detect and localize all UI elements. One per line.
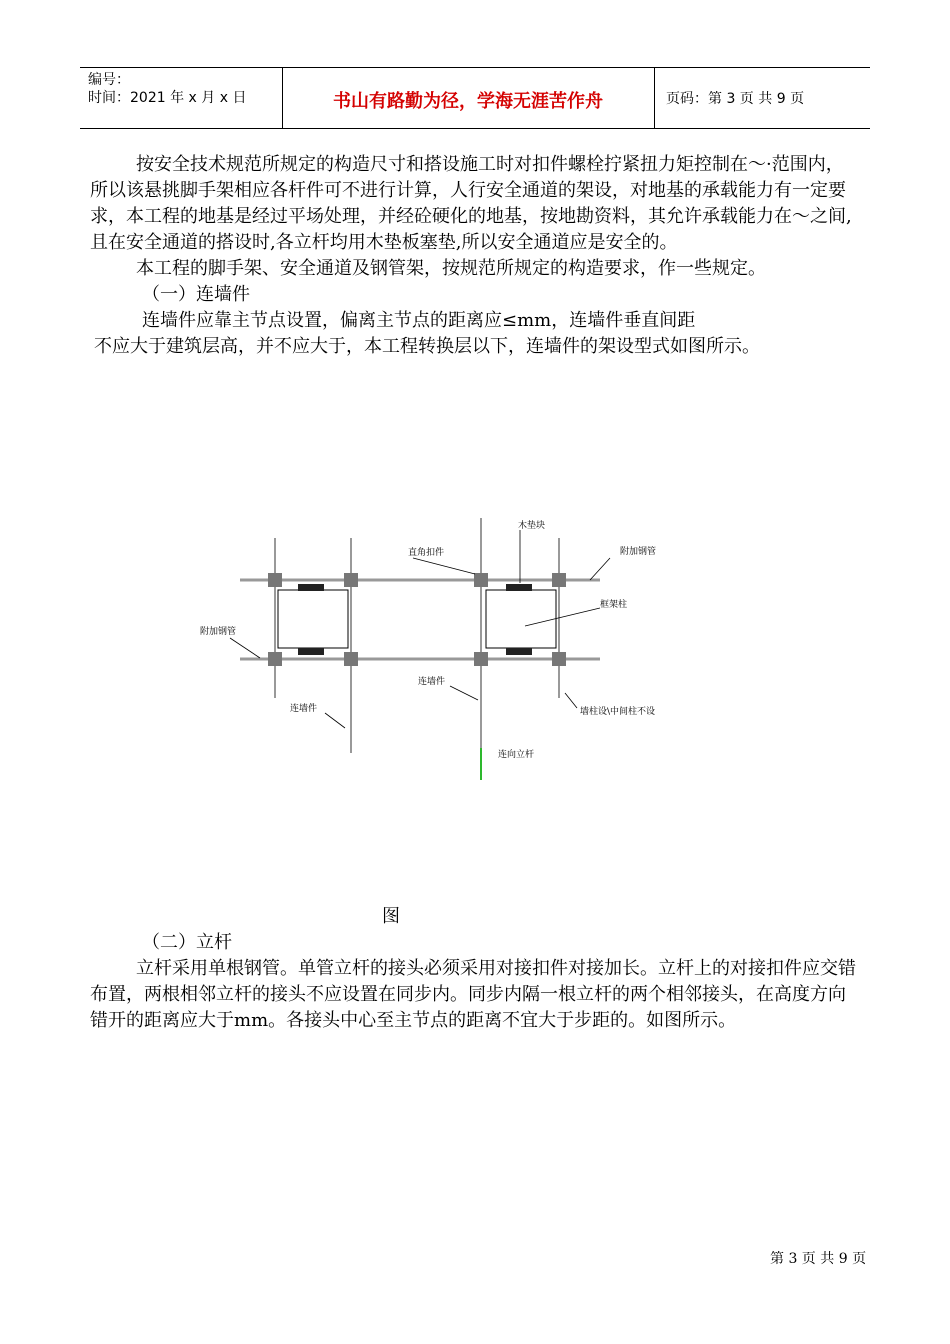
extra-pipe-right-leader [590, 558, 610, 580]
paragraph-3-line-2: 不应大于建筑层高，并不应大于，本工程转换层以下，连墙件的架设型式如图所示。 [94, 336, 760, 357]
wood-block-1 [298, 584, 324, 591]
label-wall-tie-left: 连墙件 [290, 704, 318, 714]
header-divider-right [654, 67, 655, 129]
header-top-rule [80, 67, 870, 68]
wood-block-2 [298, 648, 324, 655]
wall-tie-diagram [195, 508, 695, 798]
figure-caption: 图 [382, 906, 400, 927]
header-bottom-rule [80, 128, 870, 129]
fastener [268, 573, 282, 587]
fastener [552, 573, 566, 587]
note-right-leader [565, 693, 577, 708]
number-label: 编号： [88, 72, 130, 88]
label-frame-column: 框架柱 [600, 600, 628, 610]
page-header [80, 67, 870, 129]
fastener [268, 652, 282, 666]
column-left [278, 590, 348, 648]
header-left-cell [88, 71, 246, 107]
fastener [344, 652, 358, 666]
label-wall-tie-mid: 连墙件 [418, 677, 446, 687]
wall-tie-mid-leader [450, 686, 478, 700]
paragraph-1-block [90, 152, 860, 360]
section-1-title: （一）连墙件 [142, 284, 250, 305]
fastener [474, 573, 488, 587]
fastener [344, 573, 358, 587]
label-extra-pipe-left: 附加钢管 [200, 627, 237, 637]
wood-block-3 [506, 584, 532, 591]
page-label: 页码：第 3 页 共 9 页 [666, 91, 805, 107]
wood-block-4 [506, 648, 532, 655]
page-footer: 第 3 页 共 9 页 [770, 1251, 867, 1267]
time-label: 时间：2021 年 x 月 x 日 [88, 90, 247, 106]
paragraph-4: 立杆采用单根钢管。单管立杆的接头必须采用对接扣件对接加长。立杆上的对接扣件应交错布置，两根相邻立杆的接头不应设置在同步内。同步内隔一根立杆的两个相邻接头，在高度方向错开的距离应大于mm。各接头中心至主节点的距离不宜大于步距的。如图所示。 [90, 958, 856, 1031]
wall-tie-left-leader [325, 713, 345, 728]
paragraph-3-line-1: 连墙件应靠主节点设置，偏离主节点的距离应≤mm，连墙件垂直间距 [142, 310, 696, 331]
fastener-leader [413, 558, 475, 574]
section-2-block [90, 930, 860, 1034]
paragraph-2: 本工程的脚手架、安全通道及钢管架，按规范所规定的构造要求，作一些规定。 [136, 258, 766, 279]
paragraph-1: 按安全技术规范所规定的构造尺寸和搭设施工时对扣件螺栓拧紧扭力矩控制在～·范围内，所以该悬挑脚手架相应各杆件可不进行计算，人行安全通道的架设，对地基的承载能力有一定要求，本工程的地基是经过平场处理，并经砼硬化的地基，按地勘资料，其允许承载能力在～之间,且在安全通道的搭设时,各立杆均用木垫板塞垫,所以安全通道应是安全的。 [90, 154, 852, 253]
fastener [552, 652, 566, 666]
label-note-right: 墙柱设\中间柱不设 [580, 707, 656, 717]
label-extra-pipe-right: 附加钢管 [620, 547, 657, 557]
label-wood-block: 木垫块 [518, 521, 546, 531]
motto: 书山有路勤为径，学海无涯苦作舟 [333, 91, 603, 112]
fastener [474, 652, 488, 666]
column-right [486, 590, 556, 648]
label-pole: 连向立杆 [498, 750, 535, 760]
section-2-title: （二）立杆 [142, 932, 232, 953]
extra-pipe-left-leader [230, 638, 260, 658]
label-right-angle-fastener: 直角扣件 [408, 548, 445, 558]
